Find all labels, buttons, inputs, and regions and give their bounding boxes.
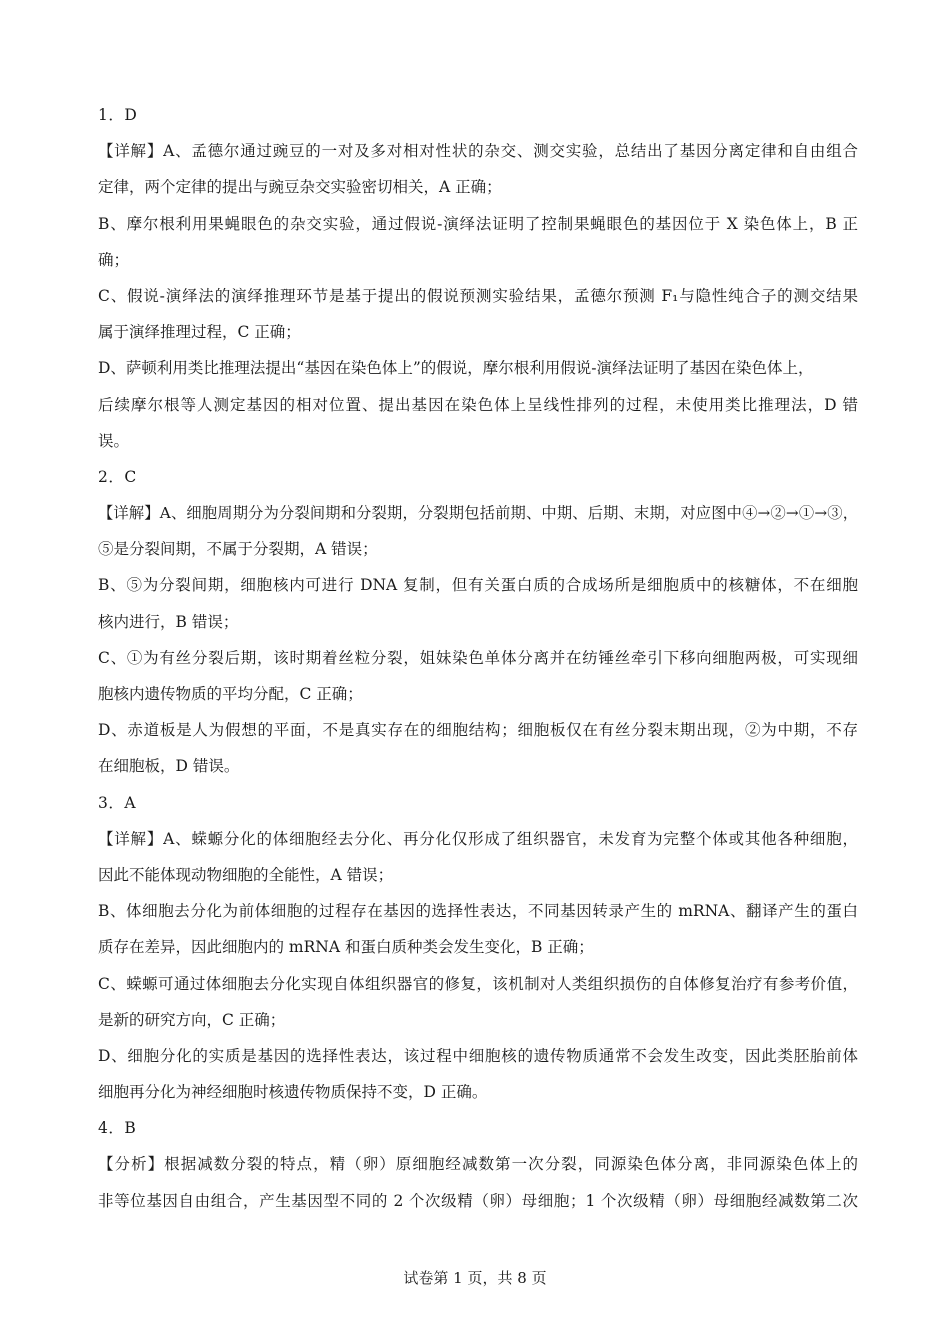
answer-text-line: 在细胞板，D 错误。 [98, 757, 240, 776]
answer-text-line: 非等位基因自由组合，产生基因型不同的 2 个次级精（卵）母细胞；1 个次级精（卵）母细胞经减数第二次 [98, 1191, 858, 1210]
answer-text-line: 细胞再分化为神经细胞时核遗传物质保持不变，D 正确。 [98, 1083, 488, 1102]
answer-text-line: ⑤是分裂间期，不属于分裂期，A 错误； [98, 540, 378, 559]
answer-text-line: C、假说-演绎法的演绎推理环节是基于提出的假说预测实验结果，孟德尔预测 F₁与隐性纯合子的测交结果 [98, 286, 858, 305]
answer-text-line: B、摩尔根利用果蝇眼色的杂交实验，通过假说-演绎法证明了控制果蝇眼色的基因位于 X 染色体上，B 正 [98, 214, 858, 233]
answer-text-line: 属于演绎推理过程，C 正确； [98, 323, 301, 342]
answer-text-line: 确； [98, 250, 130, 269]
page-footer: 试卷第 1 页，共 8 页 [403, 1269, 547, 1287]
question-number: 3．A [98, 793, 137, 812]
question-number: 1．D [98, 106, 138, 124]
answer-text-line: D、赤道板是人为假想的平面，不是真实存在的细胞结构；细胞板仅在有丝分裂末期出现，②为中期，不存 [98, 721, 858, 740]
answer-text-line: 误。 [98, 431, 130, 450]
answer-text-line: 因此不能体现动物细胞的全能性，A 错误； [98, 865, 394, 884]
answer-text-line: D、细胞分化的实质是基因的选择性表达，该过程中细胞核的遗传物质通常不会发生改变，因此类胚胎前体 [98, 1046, 858, 1065]
answer-text-line: 核内进行，B 错误； [98, 612, 239, 631]
answer-text-line: 胞核内遗传物质的平均分配，C 正确； [98, 685, 363, 703]
answer-text-line: 【详解】A、蝾螈分化的体细胞经去分化、再分化仅形成了组织器官，未发育为完整个体或其他各种细胞， [98, 829, 858, 848]
answer-text-line: C、蝾螈可通过体细胞去分化实现自体组织器官的修复，该机制对人类组织损伤的自体修复治疗有参考价值， [98, 974, 858, 993]
question-number: 2．C [98, 467, 137, 486]
answer-text-line: D、萨顿利用类比推理法提出“基因在染色体上”的假说，摩尔根利用假说-演绎法证明了基因在染色体上， [98, 359, 814, 378]
answer-text-line: B、⑤为分裂间期，细胞核内可进行 DNA 复制，但有关蛋白质的合成场所是细胞质中的核糖体，不在细胞 [98, 576, 858, 595]
answer-text-line: C、①为有丝分裂后期，该时期着丝粒分裂，姐妹染色单体分离并在纺锤丝牵引下移向细胞两极，可实现细 [98, 648, 858, 667]
answer-text-line: 【详解】A、细胞周期分为分裂间期和分裂期，分裂期包括前期、中期、后期、末期，对应图中④→②→①→③， [98, 504, 858, 523]
answer-text-line: 后续摩尔根等人测定基因的相对位置、提出基因在染色体上呈线性排列的过程，未使用类比推理法，D 错 [98, 395, 858, 414]
answer-text-line: 质存在差异，因此细胞内的 mRNA 和蛋白质种类会发生变化，B 正确； [98, 938, 594, 957]
question-number: 4．B [98, 1119, 137, 1138]
answer-text-line: B、体细胞去分化为前体细胞的过程存在基因的选择性表达，不同基因转录产生的 mRNA、翻译产生的蛋白 [98, 902, 858, 921]
answer-text-body [98, 97, 858, 1219]
answer-text-line: 是新的研究方向，C 正确； [98, 1010, 286, 1029]
answer-text-line: 定律，两个定律的提出与豌豆杂交实验密切相关，A 正确； [98, 178, 502, 197]
answer-text-line: 【分析】根据减数分裂的特点，精（卵）原细胞经减数第一次分裂，同源染色体分离，非同源染色体上的 [98, 1155, 858, 1174]
answer-text-line: 【详解】A、孟德尔通过豌豆的一对及多对相对性状的杂交、测交实验，总结出了基因分离定律和自由组合 [98, 142, 858, 161]
